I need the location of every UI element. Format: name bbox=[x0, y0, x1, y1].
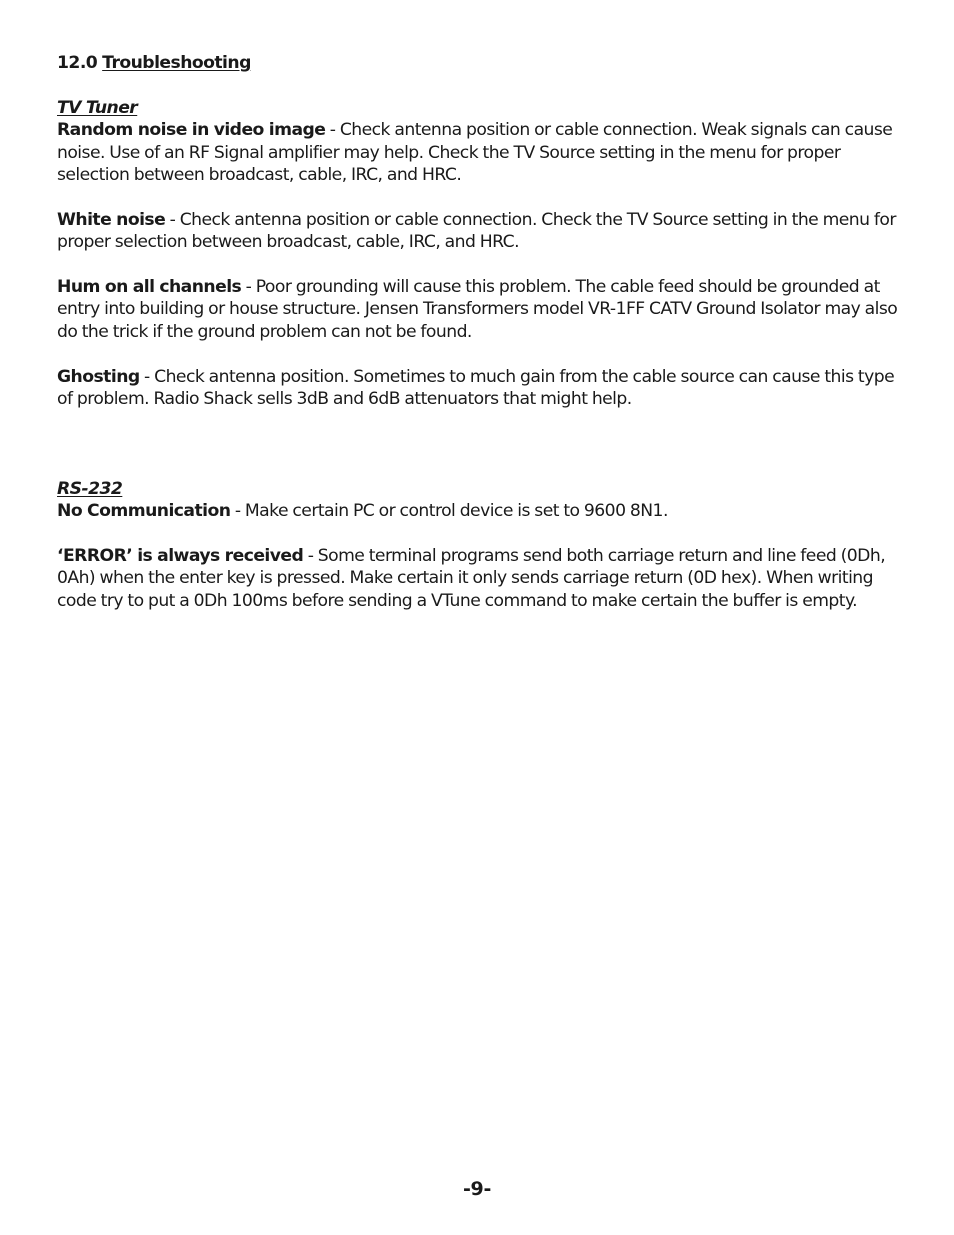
item-text: - Make certain PC or control device is set to 9600 8N1. bbox=[230, 501, 668, 522]
item-text: - Check antenna position or cable connection. Weak signals can cause noise. Use of an RF Signal amplifier may help. Check the TV Source setting in the menu for proper selection between broadcast, cable, IRC, and HRC. bbox=[57, 120, 893, 186]
item-text: - Check antenna position. Sometimes to much gain from the cable source can cause this type of problem. Radio Shack sells 3dB and 6dB attenuators that might help. bbox=[57, 366, 895, 410]
section-number: 12.0 bbox=[57, 53, 98, 73]
document-page bbox=[57, 52, 902, 612]
item-text: - Check antenna position or cable connection. Check the TV Source setting in the menu for proper selection between broadcast, cable, IRC, and HRC. bbox=[57, 209, 896, 253]
troubleshooting-item-white-noise bbox=[57, 209, 902, 254]
page-number: -9- bbox=[462, 1178, 492, 1200]
tv-tuner-items bbox=[57, 119, 902, 410]
troubleshooting-item-random-noise bbox=[57, 119, 902, 186]
subsection-title-rs232: RS-232 bbox=[57, 478, 123, 499]
item-term: White noise bbox=[57, 209, 166, 230]
troubleshooting-item-error-received bbox=[57, 545, 902, 612]
item-term: ‘ERROR’ is always received bbox=[57, 545, 304, 566]
rs232-items bbox=[57, 500, 902, 612]
item-term: Ghosting bbox=[57, 366, 140, 387]
item-term: Hum on all channels bbox=[57, 277, 242, 298]
troubleshooting-item-hum bbox=[57, 276, 902, 343]
section-heading bbox=[57, 52, 902, 74]
section-title: Troubleshooting bbox=[102, 53, 251, 73]
item-text: - Some terminal programs send both carriage return and line feed (0Dh, 0Ah) when the enter key is pressed. Make certain it only sends carriage return (0D hex). When writing code try to put a 0Dh 100ms before sending a VTune command to make certain the buffer is empty. bbox=[57, 545, 886, 611]
troubleshooting-item-no-communication bbox=[57, 500, 902, 522]
troubleshooting-item-ghosting bbox=[57, 366, 902, 411]
subsection-title-tv-tuner: TV Tuner bbox=[57, 97, 138, 118]
item-term: Random noise in video image bbox=[57, 120, 326, 141]
item-text: - Poor grounding will cause this problem. The cable feed should be grounded at entry into building or house structure. Jensen Transformers model VR-1FF CATV Ground Isolator may also do the trick if the ground problem can not be found. bbox=[57, 277, 898, 342]
item-term: No Communication bbox=[57, 501, 231, 522]
